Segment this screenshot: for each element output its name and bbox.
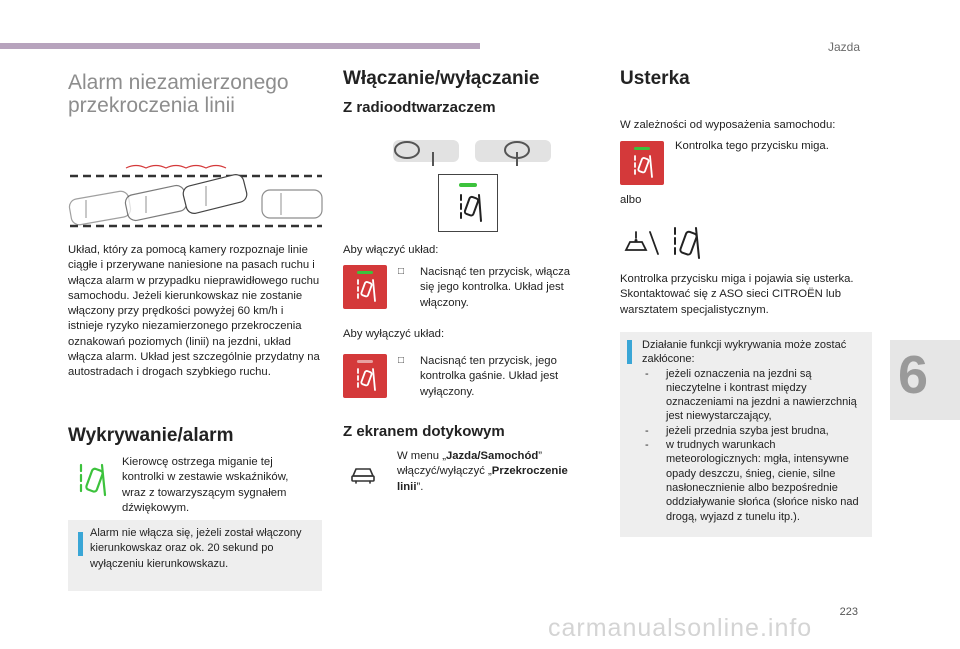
enable-description: Nacisnąć ten przycisk, włącza się jego kontrolka. Układ jest włączony. — [420, 266, 571, 309]
section-title-lane-alarm: Alarm niezamierzonego przekroczenia linii — [68, 71, 289, 117]
info-box-alarm-text: Alarm nie włącza się, jeżeli został włączony kierunkowskaz oraz ok. 20 sekund po wyłączeniu kierunkowskazu. — [90, 527, 302, 570]
subsection-touchscreen: Z ekranem dotykowym — [343, 423, 505, 440]
info-icon — [78, 532, 83, 556]
bullet-icon: □ — [398, 266, 405, 277]
blink-description: Kontrolka tego przycisku miga. — [675, 140, 829, 152]
lane-button-blinking — [620, 141, 664, 185]
info-box-alarm — [68, 520, 322, 591]
or-text: albo — [620, 194, 642, 206]
lane-departure-illustration — [66, 160, 326, 230]
list-item: - jeżeli oznaczenia na jezdni są nieczytelne i kontrast między oznaczeniami na jezdni a nawierzchnią jest niewystarczający, — [642, 367, 868, 424]
lane-alarm-description: Układ, który za pomocą kamery rozpoznaje linie ciągłe i przerywane naniesione na pasach ruchu i włącza alarm w przypadku nieprawidłowego ruchu samochodu. Jeżeli kierunkowskaz nie zostanie włączony przy prędkości powyżej 60 km/h i istnieje ryzyko niezamierzonego przekroczenia oznakowań poziomych (linii) na jezdni, układ włącza alarm. Układ jest szczególnie przydatny na autostradach i drogach szybkiego ruchu. — [68, 244, 320, 379]
watermark: carmanualsonline.info — [548, 614, 813, 642]
section-title-detection: Wykrywanie/alarm — [68, 425, 234, 446]
touch-text: ” włączyć/wyłączyć „ — [397, 450, 543, 478]
car-menu-icon — [350, 464, 376, 484]
lane-button-disable[interactable] — [343, 354, 387, 398]
fault-description: Kontrolka przycisku miga i pojawia się usterka. Skontaktować się z ASO sieci CITROËN lub warsztatem specjalistycznym. — [620, 273, 854, 316]
section-title-onoff: Włączanie/wyłączanie — [343, 68, 540, 89]
touch-option-name: Przekroczenie linii — [397, 465, 568, 493]
list-item: - jeżeli przednia szyba jest brudna, — [642, 424, 868, 438]
bullet-icon: □ — [398, 355, 405, 366]
touch-menu-name: Jazda/Samochód — [445, 450, 539, 462]
section-title-fault: Usterka — [620, 68, 690, 89]
touch-text: W menu „ — [397, 450, 446, 462]
detection-description: Kierowcę ostrzega miganie tej kontrolki w zestawie wskaźników, wraz z towarzyszącym sygnałem dźwiękowym. — [122, 456, 289, 514]
page-number: 223 — [839, 606, 858, 618]
enable-label: Aby włączyć układ: — [343, 244, 439, 256]
disable-description: Nacisnąć ten przycisk, jego kontrolka gaśnie. Układ jest wyłączony. — [420, 355, 559, 398]
chapter-title: Jazda — [827, 40, 860, 54]
chapter-tab — [890, 340, 960, 420]
fault-warning-icon — [622, 228, 662, 258]
info-intro: Działanie funkcji wykrywania może zostać zakłócone: — [642, 339, 847, 366]
list-item: - w trudnych warunkach meteorologicznych: mgła, intensywne opady deszczu, śnieg, cienie, silne nasłonecznienie albo bezpośrednie oddziaływanie słońca (słońce nisko nad drogą, wyjazd z tunelu itp.). — [642, 438, 868, 524]
lane-warning-lamp-icon — [78, 461, 108, 499]
fault-intro: W zależności od wyposażenia samochodu: — [620, 119, 836, 131]
disable-label: Aby wyłączyć układ: — [343, 328, 445, 340]
lane-warning-lamp-icon — [672, 224, 702, 262]
info-box-detection-content — [642, 338, 868, 524]
lane-button-enable[interactable] — [343, 265, 387, 309]
touchscreen-instruction — [397, 449, 587, 495]
dashboard-steering-illustration — [393, 136, 553, 168]
header-accent-bar — [0, 43, 480, 49]
condition-list — [642, 367, 868, 524]
info-box-detection — [620, 332, 872, 537]
info-icon — [627, 340, 632, 364]
touch-text: ”. — [416, 480, 424, 493]
lane-button-large — [438, 174, 498, 232]
subsection-radio: Z radioodtwarzaczem — [343, 99, 496, 116]
chapter-number: 6 — [898, 345, 929, 405]
